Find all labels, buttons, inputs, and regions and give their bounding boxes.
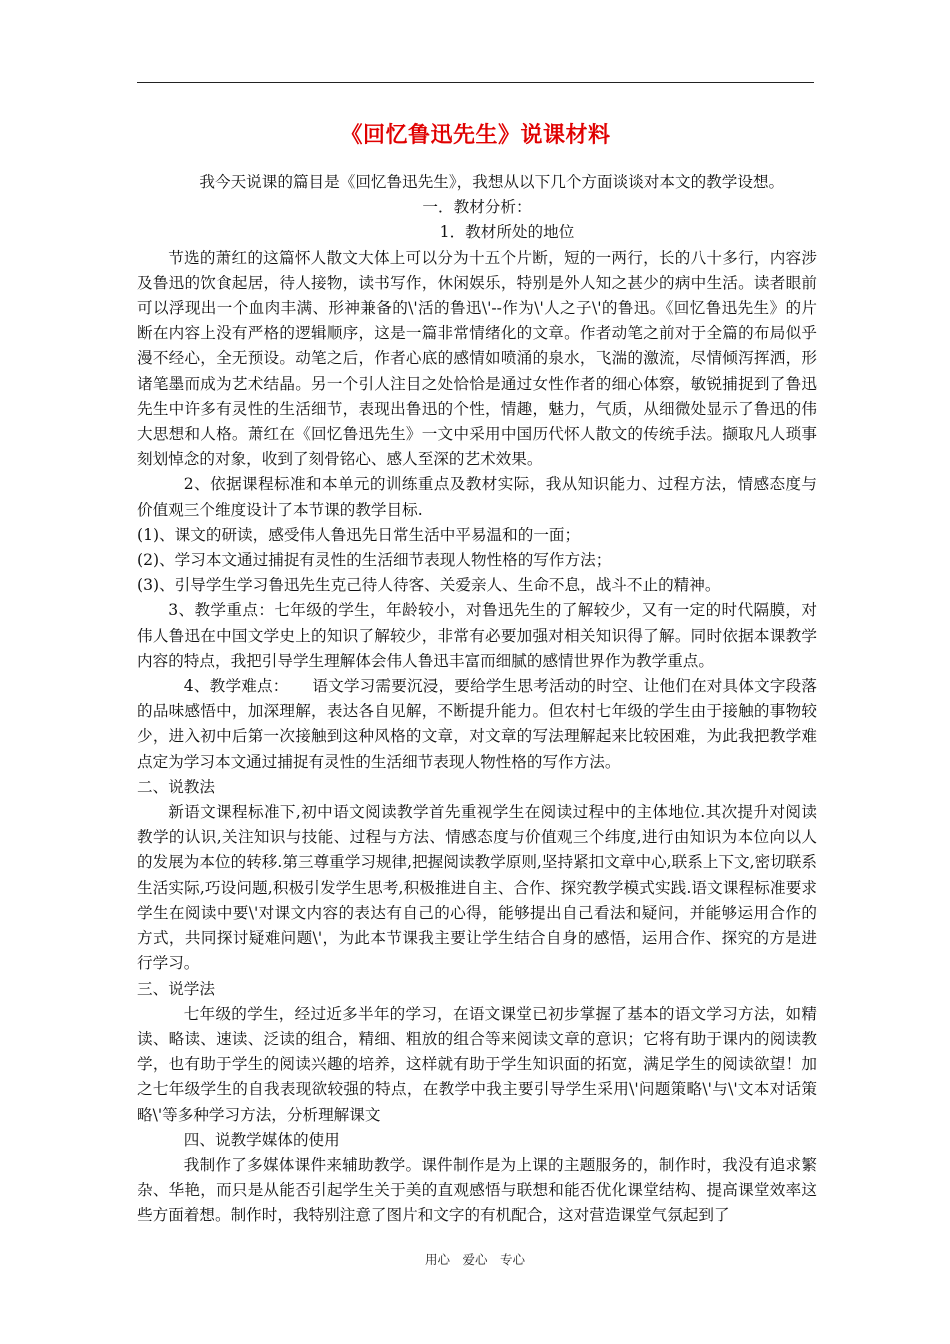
intro-paragraph: 我今天说课的篇目是《回忆鲁迅先生》，我想从以下几个方面谈谈对本文的教学设想。 [199, 173, 785, 191]
focus-paragraph: 3、教学重点：七年级的学生，年龄较小，对鲁迅先生的了解较少，又有一定的时代隔膜，对伟人鲁迅在中国文学史上的知识了解较少，非常有必要加强对相关知识得了解。同时依据本课教学内容的特点，我把引导学生理解体会伟人鲁迅丰富而细腻的感情世界作为教学重点。 [137, 601, 817, 670]
learning-paragraph: 七年级的学生，经过近多半年的学习，在语文课堂已初步掌握了基本的语文学习方法，如精读、略读、速读、泛读的组合，精细、粗放的组合等来阅读文章的意识；它将有助于课内的阅读教学，也有助于学生的阅读兴趣的培养，这样就有助于学生知识面的拓宽，满足学生的阅读欲望！加之七年级学生的自我表现欲较强的特点，在教学中我主要引导学生采用\'问题策略\'与\'文本对话策略\'等多种学习方法，分析理解课文 [137, 1004, 817, 1124]
difficulty-paragraph: 4、教学难点： 语文学习需要沉浸，要给学生思考活动的时空、让他们在对具体文字段落的品味感悟中，加深理解，表达各自见解，不断提升能力。但农村七年级的学生由于接触的事物较少，进入初中后第一次接触到这种风格的文章，对文章的写法理解起来比较困难，为此我把教学难点定为学习本文通过捕捉有灵性的生活细节表现人物性格的写作方法。 [137, 677, 817, 771]
method-paragraph: 新语文课程标准下,初中语文阅读教学首先重视学生在阅读过程中的主体地位.其次提升对阅读教学的认识,关注知识与技能、过程与方法、情感态度与价值观三个纬度,进行由知识为本位向以人的发展为本位的转移.第三尊重学习规律,把握阅读教学原则,坚持紧扣文章中心,联系上下文,密切联系生活实际,巧设问题,积极引发学生思考,积极推进自主、合作、探究教学模式实践.语文课程标准要求学生在阅读中要\'对课文内容的表达有自己的心得，能够提出自己看法和疑问，并能够运用合作的方式，共同探讨疑难问题\'，为此本节课我主要让学生结合自身的感悟，运用合作、探究的方是进行学习。 [137, 803, 817, 973]
goal-item-3: (3)、引导学生学习鲁迅先生克己待人待客、关爱亲人、生命不息，战斗不止的精神。 [137, 576, 721, 595]
document-body [137, 170, 817, 1229]
section-heading-3: 三、说学法 [137, 979, 215, 998]
goal-item-2: (2)、学习本文通过捕捉有灵性的生活细节表现人物性格的写作方法； [137, 551, 612, 570]
header-rule [137, 82, 814, 83]
section-heading-1: 一．教材分析： [422, 198, 532, 217]
goal-item-1: (1)、课文的研读，感受伟人鲁迅先日常生活中平易温和的一面； [137, 525, 581, 544]
goals-paragraph: 2、依据课程标准和本单元的训练重点及教材实际，我从知识能力、过程方法，情感态度与价值观三个维度设计了本节课的教学目标. [137, 475, 817, 519]
media-paragraph: 我制作了多媒体课件来辅助教学。课件制作是为上课的主题服务的，制作时，我没有追求繁杂、华艳，而只是从能否引起学生关于美的直观感悟与联想和能否优化课堂结构、提高课堂效率这些方面着想。制作时，我特别注意了图片和文字的有机配合，这对营造课堂气氛起到了 [137, 1155, 817, 1225]
section-heading-4: 四、说教学媒体的使用 [183, 1130, 340, 1149]
position-paragraph: 节选的萧红的这篇怀人散文大体上可以分为十五个片断，短的一两行，长的八十多行，内容涉及鲁迅的饮食起居，待人接物，读书写作，休闲娱乐，特别是外人知之甚少的病中生活。读者眼前可以浮现出一个血肉丰满、形神兼备的\'活的鲁迅\'--作为\'人之子\'的鲁迅。《回忆鲁迅先生》的片断在内容上没有严格的逻辑顺序，这是一篇非常情绪化的文章。作者动笔之前对于全篇的布局似乎漫不经心，全无预设。动笔之后，作者心底的感情如喷涌的泉水，飞湍的激流，尽情倾泻挥洒，形诸笔墨而成为艺术结晶。另一个引人注目之处恰恰是通过女性作者的细心体察，敏锐捕捉到了鲁迅先生中许多有灵性的生活细节，表现出鲁迅的个性，情趣，魅力，气质，从细微处显示了鲁迅的伟大思想和人格。萧红在《回忆鲁迅先生》一文中采用中国历代怀人散文的传统手法。撷取凡人琐事刻划悼念的对象，收到了刻骨铭心、感人至深的艺术效果。 [137, 248, 817, 469]
page-footer: 用心 爱心 专心 [424, 1252, 525, 1267]
section-heading-2: 二、说教法 [137, 777, 215, 796]
document-title: 《回忆鲁迅先生》说课材料 [340, 122, 611, 148]
subsection-heading-1: 1．教材所处的地位 [439, 223, 575, 242]
